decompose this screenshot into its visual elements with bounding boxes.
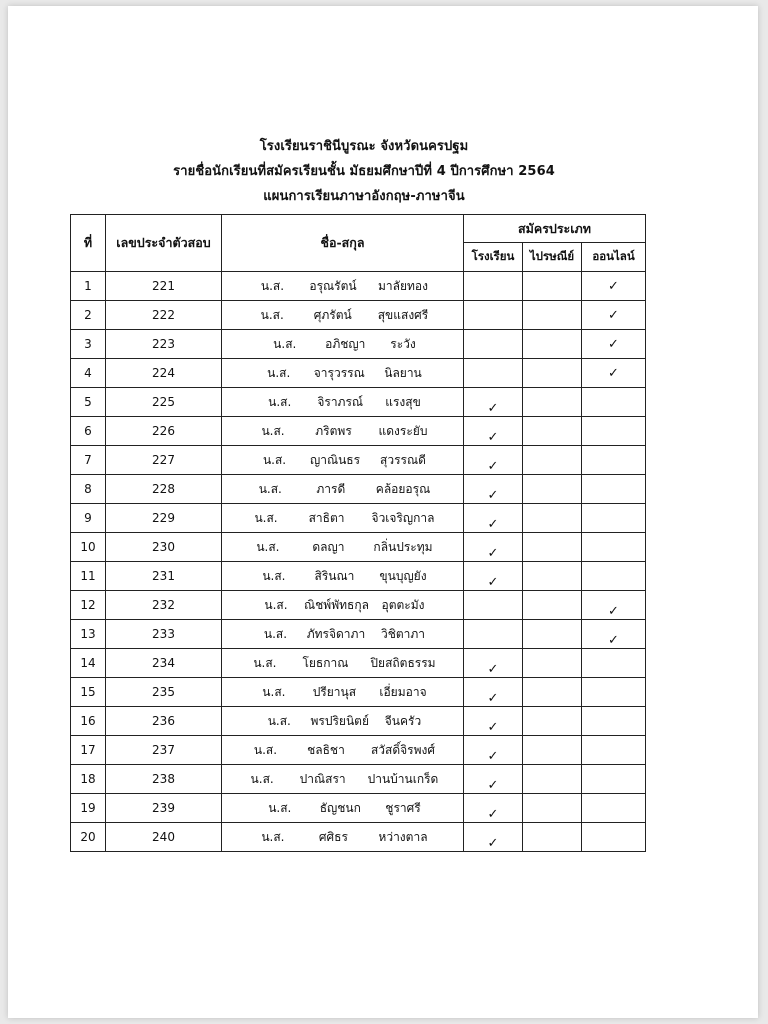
name-title: น.ส.: [261, 829, 285, 844]
student-name-cell: [222, 591, 464, 620]
check-mark-icon: ✓: [487, 575, 499, 590]
apply-school-cell: [464, 620, 523, 649]
name-title: น.ส.: [268, 394, 292, 409]
exam-id-cell: 226: [106, 417, 222, 446]
document-page: [8, 6, 758, 1018]
exam-id-cell: 223: [106, 330, 222, 359]
table-row: [71, 649, 646, 678]
table-row: [71, 475, 646, 504]
apply-online-cell: [582, 678, 646, 707]
first-name: ภริตพร: [315, 423, 352, 438]
document-subtitle: รายชื่อนักเรียนที่สมัครเรียนชั้น มัธยมศึกษาปีที่ 4 ปีการศึกษา 2564: [173, 164, 555, 179]
apply-post-cell: [523, 736, 582, 765]
student-name-cell: [222, 562, 464, 591]
check-mark-icon: ✓: [487, 546, 499, 561]
row-number-cell: 2: [71, 301, 106, 330]
apply-post-cell: [523, 533, 582, 562]
apply-online-cell: [582, 823, 646, 852]
last-name: สุขแสงศรี: [377, 307, 429, 322]
table-row: [71, 823, 646, 852]
check-mark-icon: ✓: [608, 633, 619, 648]
student-name-cell: [222, 649, 464, 678]
row-number-cell: 1: [71, 272, 106, 301]
school-title: โรงเรียนราชินีบูรณะ จังหวัดนครปฐม: [259, 139, 469, 154]
col-header-post: ไปรษณีย์: [523, 243, 582, 272]
name-title: น.ส.: [253, 742, 278, 757]
row-number-cell: 8: [71, 475, 106, 504]
apply-online-cell: [582, 736, 646, 765]
first-name: อภิชญา: [325, 336, 366, 351]
apply-school-cell: [464, 562, 523, 591]
student-name-cell: [222, 707, 464, 736]
row-number-cell: 20: [71, 823, 106, 852]
last-name: แดงระยับ: [378, 423, 428, 438]
first-name: ศุภรัตน์: [313, 307, 352, 322]
table-row: [71, 794, 646, 823]
last-name: คล้อยอรุณ: [375, 481, 431, 496]
program-title: แผนการเรียนภาษาอังกฤษ-ภาษาจีน: [263, 189, 465, 204]
exam-id-cell: 221: [106, 272, 222, 301]
row-number-cell: 13: [71, 620, 106, 649]
name-title: น.ส.: [258, 481, 282, 496]
last-name: จีนครัว: [384, 713, 422, 728]
last-name: เอี่ยมอาจ: [379, 684, 427, 699]
table-row: [71, 533, 646, 562]
apply-post-cell: [523, 446, 582, 475]
last-name: วิชิตาภา: [380, 626, 426, 641]
table-row: [71, 417, 646, 446]
table-row: [71, 736, 646, 765]
student-name-cell: [222, 765, 464, 794]
check-mark-icon: ✓: [487, 517, 499, 532]
check-mark-icon: ✓: [608, 308, 619, 323]
first-name: ภารดี: [316, 481, 346, 496]
row-number-cell: 11: [71, 562, 106, 591]
first-name: อรุณรัตน์: [309, 278, 357, 293]
name-title: น.ส.: [262, 568, 286, 583]
first-name: พรปริยนิตย์: [310, 713, 369, 728]
apply-school-cell: [464, 765, 523, 794]
last-name: สวัสดิ์จิรพงศ์: [370, 742, 436, 757]
apply-school-cell: [464, 417, 523, 446]
apply-online-cell: [582, 562, 646, 591]
table-row: [71, 272, 646, 301]
check-mark-icon: ✓: [487, 430, 499, 445]
table-row: [71, 359, 646, 388]
last-name: มาลัยทอง: [377, 278, 428, 293]
table-row: [71, 765, 646, 794]
exam-id-cell: 232: [106, 591, 222, 620]
apply-online-cell: [582, 272, 646, 301]
first-name: ปาณิสรา: [299, 771, 346, 786]
first-name: ภัทรจิดาภา: [306, 626, 366, 641]
apply-school-cell: [464, 591, 523, 620]
row-number-cell: 18: [71, 765, 106, 794]
name-title: น.ส.: [260, 307, 284, 322]
last-name: จิวเจริญกาล: [371, 510, 435, 525]
last-name: อุตตะมัง: [381, 597, 425, 612]
apply-online-cell: [582, 591, 646, 620]
apply-school-cell: [464, 649, 523, 678]
exam-id-cell: 233: [106, 620, 222, 649]
apply-post-cell: [523, 272, 582, 301]
apply-online-cell: [582, 388, 646, 417]
check-mark-icon: ✓: [608, 366, 619, 381]
table-row: [71, 620, 646, 649]
row-number-cell: 17: [71, 736, 106, 765]
name-title: น.ส.: [268, 800, 292, 815]
apply-post-cell: [523, 765, 582, 794]
apply-online-cell: [582, 301, 646, 330]
apply-post-cell: [523, 707, 582, 736]
check-mark-icon: ✓: [487, 401, 499, 416]
apply-school-cell: [464, 475, 523, 504]
check-mark-icon: ✓: [487, 807, 499, 822]
exam-id-cell: 238: [106, 765, 222, 794]
student-name-cell: [222, 533, 464, 562]
last-name: แรงสุข: [385, 394, 421, 409]
check-mark-icon: ✓: [487, 459, 499, 474]
exam-id-cell: 239: [106, 794, 222, 823]
student-name-cell: [222, 417, 464, 446]
apply-online-cell: [582, 504, 646, 533]
table-row: [71, 388, 646, 417]
name-title: น.ส.: [254, 510, 278, 525]
name-title: น.ส.: [263, 626, 288, 641]
col-header-no: ที่: [71, 215, 106, 272]
row-number-cell: 3: [71, 330, 106, 359]
student-name-cell: [222, 678, 464, 707]
exam-id-cell: 228: [106, 475, 222, 504]
apply-post-cell: [523, 823, 582, 852]
apply-school-cell: [464, 301, 523, 330]
table-row: [71, 446, 646, 475]
apply-post-cell: [523, 417, 582, 446]
last-name: ปานบ้านเกร็ด: [367, 771, 439, 786]
apply-online-cell: [582, 475, 646, 504]
student-name-cell: [222, 388, 464, 417]
first-name: สิรินณา: [314, 568, 355, 583]
table-row: [71, 707, 646, 736]
exam-id-cell: 225: [106, 388, 222, 417]
apply-school-cell: [464, 504, 523, 533]
last-name: ระวัง: [390, 336, 416, 351]
apply-post-cell: [523, 330, 582, 359]
name-title: น.ส.: [256, 539, 280, 554]
table-row: [71, 591, 646, 620]
apply-school-cell: [464, 446, 523, 475]
col-header-exam-id: เลขประจำตัวสอบ: [106, 215, 222, 272]
last-name: ปิยสถิตธรรม: [370, 655, 436, 670]
apply-post-cell: [523, 794, 582, 823]
student-name-cell: [222, 272, 464, 301]
apply-online-cell: [582, 533, 646, 562]
table-row: [71, 678, 646, 707]
apply-post-cell: [523, 649, 582, 678]
row-number-cell: 15: [71, 678, 106, 707]
student-name-cell: [222, 620, 464, 649]
student-name-cell: [222, 736, 464, 765]
student-name-cell: [222, 446, 464, 475]
first-name: ธัญชนก: [319, 800, 361, 815]
apply-school-cell: [464, 330, 523, 359]
row-number-cell: 6: [71, 417, 106, 446]
student-name-cell: [222, 475, 464, 504]
roster-body: [71, 272, 646, 852]
first-name: ปรียานุส: [312, 684, 357, 699]
apply-online-cell: [582, 794, 646, 823]
exam-id-cell: 231: [106, 562, 222, 591]
apply-post-cell: [523, 475, 582, 504]
check-mark-icon: ✓: [487, 749, 499, 764]
row-number-cell: 7: [71, 446, 106, 475]
name-title: น.ส.: [253, 655, 277, 670]
apply-school-cell: [464, 707, 523, 736]
apply-post-cell: [523, 562, 582, 591]
student-name-cell: [222, 359, 464, 388]
apply-online-cell: [582, 330, 646, 359]
row-number-cell: 19: [71, 794, 106, 823]
last-name: ชูราศรี: [385, 800, 421, 815]
exam-id-cell: 229: [106, 504, 222, 533]
apply-school-cell: [464, 272, 523, 301]
apply-online-cell: [582, 707, 646, 736]
last-name: นิลยาน: [384, 365, 422, 380]
last-name: ขุนบุญยัง: [379, 568, 427, 583]
name-title: น.ส.: [260, 278, 285, 293]
row-number-cell: 4: [71, 359, 106, 388]
first-name: สาธิตา: [308, 510, 345, 525]
row-number-cell: 16: [71, 707, 106, 736]
first-name: ชลธิชา: [307, 742, 345, 757]
col-header-school: โรงเรียน: [464, 243, 523, 272]
exam-id-cell: 230: [106, 533, 222, 562]
apply-online-cell: [582, 446, 646, 475]
last-name: กลิ่นประทุม: [373, 539, 433, 554]
student-name-cell: [222, 823, 464, 852]
last-name: หว่างตาล: [378, 829, 428, 844]
apply-school-cell: [464, 736, 523, 765]
first-name: จิราภรณ์: [317, 394, 364, 409]
exam-id-cell: 237: [106, 736, 222, 765]
col-header-online: ออนไลน์: [582, 243, 646, 272]
first-name: ณิชพ์พัทธกุล: [304, 597, 369, 612]
table-row: [71, 562, 646, 591]
name-title: น.ส.: [262, 684, 286, 699]
name-title: น.ส.: [267, 365, 291, 380]
first-name: ญาณินธร: [310, 452, 361, 467]
apply-post-cell: [523, 591, 582, 620]
name-title: น.ส.: [264, 597, 288, 612]
apply-post-cell: [523, 504, 582, 533]
row-number-cell: 9: [71, 504, 106, 533]
name-title: น.ส.: [261, 423, 285, 438]
first-name: โยธกาณ: [302, 655, 349, 670]
table-row: [71, 301, 646, 330]
exam-id-cell: 222: [106, 301, 222, 330]
student-name-cell: [222, 330, 464, 359]
exam-id-cell: 236: [106, 707, 222, 736]
apply-post-cell: [523, 620, 582, 649]
student-name-cell: [222, 794, 464, 823]
first-name: จารุวรรณ: [313, 365, 365, 380]
apply-online-cell: [582, 649, 646, 678]
col-header-apply-type: สมัครประเภท: [464, 215, 646, 243]
name-title: น.ส.: [250, 771, 274, 786]
name-title: น.ส.: [262, 452, 287, 467]
row-number-cell: 14: [71, 649, 106, 678]
exam-id-cell: 234: [106, 649, 222, 678]
first-name: ศศิธร: [318, 829, 348, 844]
check-mark-icon: ✓: [487, 778, 499, 793]
check-mark-icon: ✓: [487, 836, 499, 851]
exam-id-cell: 235: [106, 678, 222, 707]
document-header: [8, 134, 720, 209]
student-name-cell: [222, 504, 464, 533]
apply-school-cell: [464, 359, 523, 388]
name-title: น.ส.: [267, 713, 291, 728]
table-row: [71, 330, 646, 359]
apply-post-cell: [523, 301, 582, 330]
exam-id-cell: 224: [106, 359, 222, 388]
exam-id-cell: 227: [106, 446, 222, 475]
name-title: น.ส.: [273, 336, 297, 351]
apply-school-cell: [464, 388, 523, 417]
exam-id-cell: 240: [106, 823, 222, 852]
check-mark-icon: ✓: [487, 488, 499, 503]
apply-post-cell: [523, 678, 582, 707]
last-name: สุวรรณดี: [380, 452, 426, 467]
check-mark-icon: ✓: [608, 604, 619, 619]
apply-post-cell: [523, 359, 582, 388]
apply-online-cell: [582, 417, 646, 446]
row-number-cell: 10: [71, 533, 106, 562]
student-roster-table: [70, 214, 646, 852]
apply-online-cell: [582, 359, 646, 388]
check-mark-icon: ✓: [487, 691, 499, 706]
check-mark-icon: ✓: [487, 662, 499, 677]
apply-school-cell: [464, 533, 523, 562]
apply-post-cell: [523, 388, 582, 417]
check-mark-icon: ✓: [608, 337, 619, 352]
check-mark-icon: ✓: [487, 720, 499, 735]
check-mark-icon: ✓: [608, 279, 619, 294]
apply-online-cell: [582, 620, 646, 649]
apply-online-cell: [582, 765, 646, 794]
first-name: ดลญา: [312, 539, 345, 554]
row-number-cell: 5: [71, 388, 106, 417]
apply-school-cell: [464, 678, 523, 707]
apply-school-cell: [464, 794, 523, 823]
table-row: [71, 504, 646, 533]
col-header-name: ชื่อ-สกุล: [222, 215, 464, 272]
row-number-cell: 12: [71, 591, 106, 620]
student-name-cell: [222, 301, 464, 330]
apply-school-cell: [464, 823, 523, 852]
